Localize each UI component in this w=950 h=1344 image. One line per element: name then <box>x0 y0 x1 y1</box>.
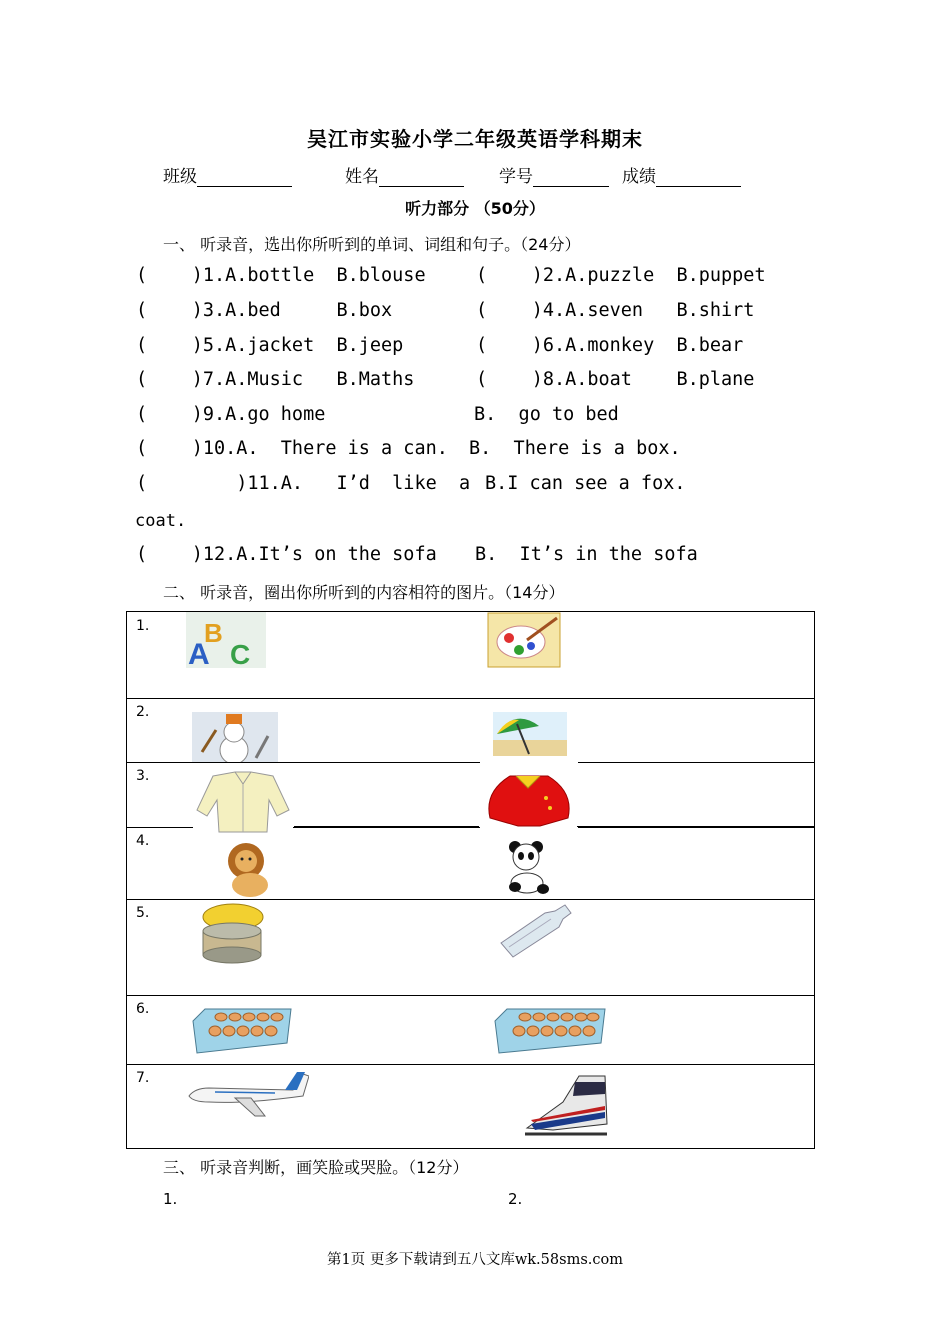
svg-text:B: B <box>204 618 223 648</box>
question-11a: ( )11.A. I’d like a <box>136 473 471 494</box>
name-field <box>345 162 464 187</box>
section2-heading: 二、 听录音，圈出你所听到的内容相符的图片。（14分） <box>163 583 565 602</box>
bottle-picture[interactable] <box>493 901 573 961</box>
page-footer: 第1页 更多下载请到五八文库wk.58sms.com <box>327 1252 623 1268</box>
panda-picture[interactable] <box>501 839 553 899</box>
egg-tray-icon <box>191 1007 293 1057</box>
paint-palette-picture[interactable] <box>487 612 561 668</box>
lion-icon <box>222 841 274 899</box>
abc-letters-icon <box>186 612 266 668</box>
question-2: ( )2.A.puzzle B.puppet <box>476 265 766 286</box>
score-field <box>622 162 741 187</box>
picture-table <box>126 611 815 1149</box>
picture-row-2 <box>127 698 814 763</box>
picture-row-5 <box>127 899 814 996</box>
shirt-icon <box>193 770 293 834</box>
name-blank[interactable] <box>379 168 464 187</box>
red-coat-picture[interactable] <box>480 762 578 832</box>
train-picture[interactable] <box>523 1072 609 1136</box>
beach-umbrella-picture[interactable] <box>493 712 567 756</box>
picture-row-4 <box>127 827 814 900</box>
picture-row-6 <box>127 995 814 1065</box>
palette-icon <box>487 612 561 668</box>
question-9a: ( )9.A.go home <box>136 404 326 425</box>
row-number: 1. <box>136 618 150 634</box>
number-label: 学号 <box>499 167 533 187</box>
page-title: 吴江市实验小学二年级英语学科期末 <box>307 127 643 151</box>
tin-can-icon <box>197 901 267 969</box>
question-12a: ( )12.A.It’s on the sofa <box>136 544 437 565</box>
abc-letters-picture[interactable] <box>186 612 266 668</box>
question-5: ( )5.A.jacket B.jeep <box>136 335 404 356</box>
row-number: 7. <box>136 1070 150 1086</box>
picture-row-7 <box>127 1064 814 1150</box>
question-10b: B. There is a box. <box>469 438 681 459</box>
row-divider-segment <box>577 826 815 827</box>
svg-text:A: A <box>188 638 210 668</box>
section3-item-1: 1. <box>163 1190 178 1208</box>
bottle-icon <box>493 901 573 961</box>
row-number: 5. <box>136 905 150 921</box>
question-12b: B. It’s in the sofa <box>475 544 698 565</box>
question-11b: B.I can see a fox. <box>485 473 686 494</box>
question-6: ( )6.A.monkey B.bear <box>476 335 744 356</box>
class-label: 班级 <box>163 167 197 187</box>
class-blank[interactable] <box>197 168 292 187</box>
class-field <box>163 162 292 187</box>
score-label: 成绩 <box>622 167 656 187</box>
row-number: 4. <box>136 833 150 849</box>
egg-tray-picture-2[interactable] <box>493 1007 607 1057</box>
question-4: ( )4.A.seven B.shirt <box>476 300 755 321</box>
section1-heading: 一、 听录音，选出你所听到的单词、词组和句子。（24分） <box>163 235 581 254</box>
panda-icon <box>501 839 553 899</box>
egg-tray-icon <box>493 1007 607 1057</box>
airplane-icon <box>185 1068 309 1122</box>
section3-item-2: 2. <box>508 1190 523 1208</box>
row-number: 6. <box>136 1001 150 1017</box>
row-number: 2. <box>136 704 150 720</box>
question-3: ( )3.A.bed B.box <box>136 300 393 321</box>
question-7: ( )7.A.Music B.Maths <box>136 369 415 390</box>
listening-subheading: 听力部分 （50分） <box>405 199 545 218</box>
question-8: ( )8.A.boat B.plane <box>476 369 755 390</box>
egg-tray-picture[interactable] <box>191 1007 293 1057</box>
picture-row-1 <box>127 612 814 699</box>
question-11-wrap: coat. <box>135 511 187 531</box>
name-label: 姓名 <box>345 167 379 187</box>
snowman-icon <box>192 712 278 762</box>
row-divider-segment <box>294 826 479 827</box>
beach-umbrella-icon <box>493 712 567 756</box>
shirt-picture[interactable] <box>193 770 293 834</box>
section3-heading: 三、 听录音判断，画笑脸或哭脸。（12分） <box>163 1158 469 1177</box>
train-icon <box>523 1072 609 1136</box>
red-coat-icon <box>480 762 578 832</box>
question-10a: ( )10.A. There is a can. <box>136 438 448 459</box>
lion-picture[interactable] <box>222 841 274 899</box>
question-1: ( )1.A.bottle B.blouse <box>136 265 426 286</box>
number-field <box>499 162 609 187</box>
airplane-picture[interactable] <box>185 1068 309 1122</box>
picture-row-3 <box>127 762 814 828</box>
question-9b: B. go to bed <box>474 404 619 425</box>
svg-text:C: C <box>230 639 251 668</box>
snowman-picture[interactable] <box>192 712 278 762</box>
tin-can-picture[interactable] <box>197 901 267 969</box>
row-number: 3. <box>136 768 150 784</box>
score-blank[interactable] <box>656 168 741 187</box>
number-blank[interactable] <box>533 168 609 187</box>
